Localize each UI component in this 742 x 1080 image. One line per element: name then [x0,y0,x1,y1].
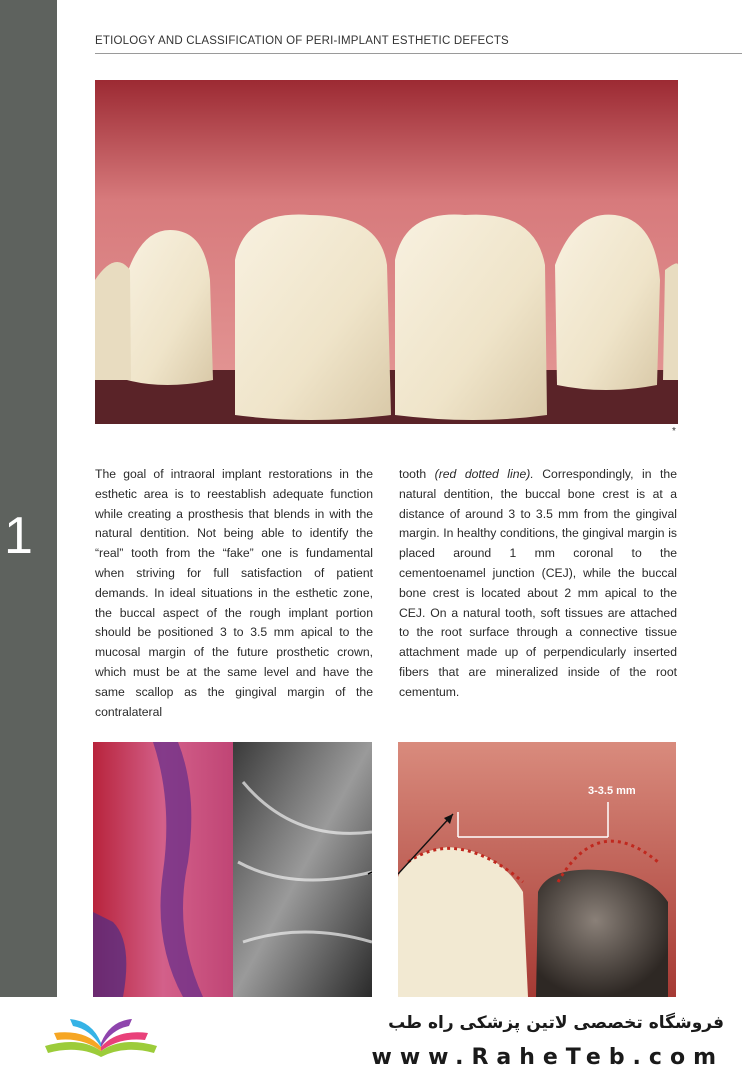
body-column-left [95,465,373,722]
histology-sem-image [93,742,372,997]
measure-label: 3-3.5 mm [588,785,636,797]
implant-clinical-photo [398,742,676,997]
body-paragraph-left: The goal of intraoral implant restorations in the esthetic area is to reestablish adequate function while creating a prosthesis that blends in with the natural dentition. Not being able to identify the “real” tooth from the “fake” one is fundamental when striving for full satisfaction of patient demands. In ideal situations in the esthetic zone, the buccal aspect of the rough implant portion should be positioned 3 to 3.5 mm apical to the mucosal margin of the future prosthetic crown, which must be at the same level and have the same scallop as the gingival margin of the contralateral [95,467,373,719]
histology-illustration [93,742,372,997]
header-rule [95,53,742,54]
figure-marker: * [672,426,676,437]
body-column-right [399,465,677,703]
footer-watermark [0,997,742,1080]
body-paragraph-right [399,465,677,703]
chapter-number: 1 [4,507,33,565]
body-text-rest: Correspondingly, in the natural dentition, the buccal bone crest is at a distance of around 3 to 3.5 mm from the gingival margin. In healthy conditions, the gingival margin is placed around 1 mm coronal to the cementoenamel junction (CEJ), while the buccal bone crest is located about 2 mm apical to the CEJ. On a natural tooth, soft tissues are attached to the root surface through a connective tissue attachment made up of perpendicularly inserted fibers that are mineralized inside of the root cementum. [399,467,677,699]
teeth-illustration [95,80,678,424]
brand-name-persian: فروشگاه تخصصی لاتین پزشکی راه طب [388,1013,724,1033]
brand-url: www.RaheTeb.com [371,1045,724,1070]
clinical-photo-teeth [95,80,678,424]
chapter-side-bar [0,0,57,997]
running-title: ETIOLOGY AND CLASSIFICATION OF PERI-IMPLANT ESTHETIC DEFECTS [95,35,509,47]
body-text-italic: (red dotted line). [434,467,534,481]
body-text-lead: tooth [399,467,435,481]
open-book-logo-icon [40,1011,162,1069]
implant-illustration [398,742,676,997]
